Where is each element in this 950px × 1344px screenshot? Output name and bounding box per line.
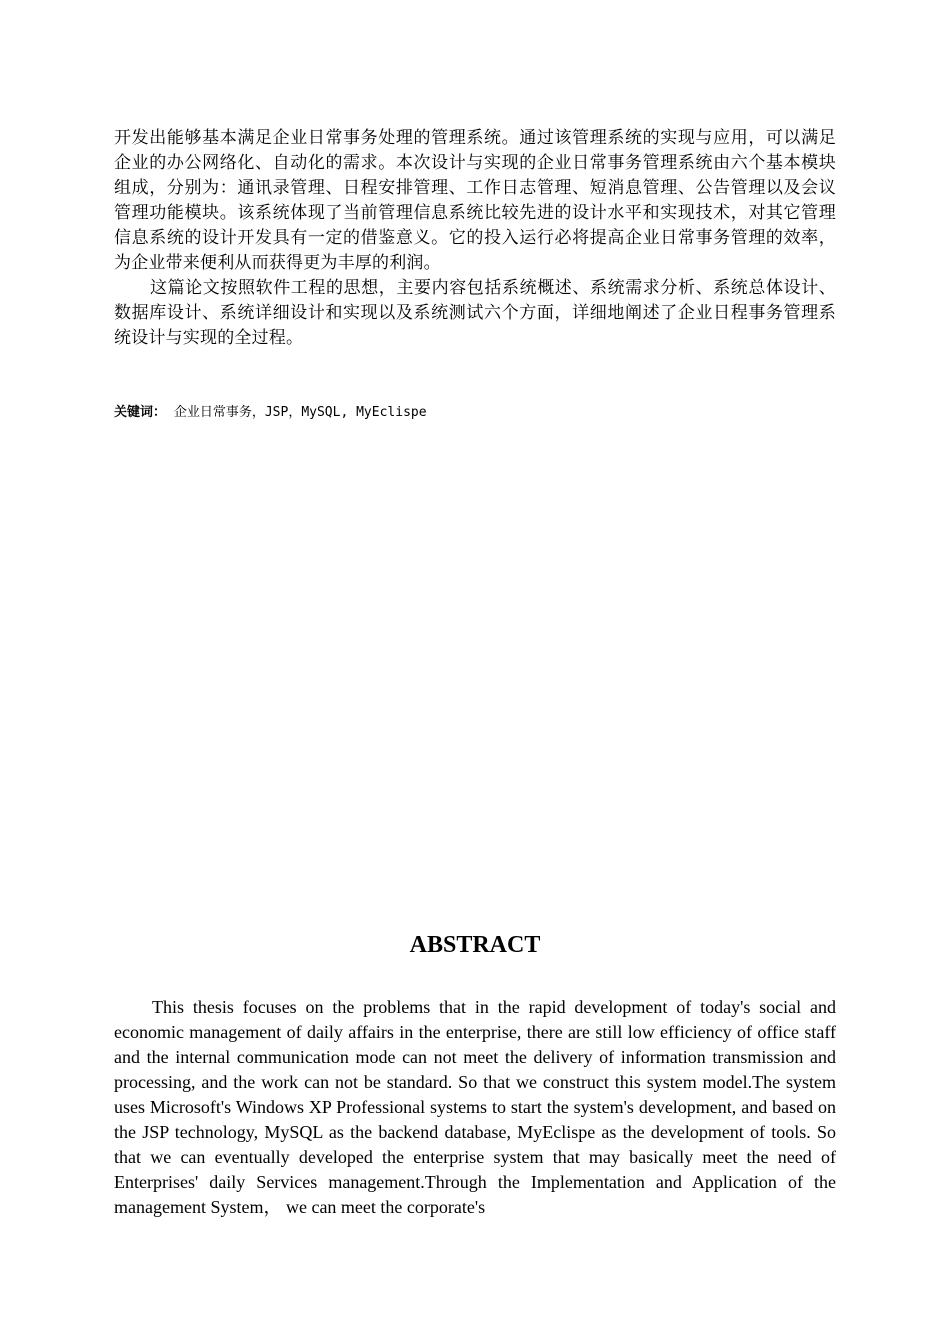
keywords-label: 关键词： bbox=[114, 405, 167, 420]
chinese-abstract-paragraph-2: 这篇论文按照软件工程的思想，主要内容包括系统概述、系统需求分析、系统总体设计、数据库设计、系统详细设计和实现以及系统测试六个方面，详细地阐述了企业日程事务管理系统设计与实现的全过程。 bbox=[114, 278, 836, 348]
english-abstract-paragraph: This thesis focuses on the problems that in the rapid development of today's social and economic management of daily affairs in the enterprise, there are still low efficiency of office staff and the internal communication mode can not meet the delivery of information transmission and processing, and the work can not be standard. So that we construct this system model.The system uses Microsoft's Windows XP Professional systems to start the system's development, and based on the JSP technology, MySQL as the backend database, MyEclispe as the development of tools. So that we can eventually developed the enterprise system that may basically meet the need of Enterprises' daily Services management.Through the Implementation and Application of the management System， we can meet the corporate's bbox=[114, 997, 836, 1217]
keywords-line bbox=[114, 403, 836, 423]
keywords-value: 企业日常事务，JSP，MySQL, MyEclispe bbox=[166, 405, 427, 420]
abstract-title: ABSTRACT bbox=[409, 932, 541, 958]
chinese-abstract-body bbox=[114, 126, 836, 351]
english-abstract-body bbox=[114, 995, 836, 1220]
chinese-abstract-paragraph-1: 开发出能够基本满足企业日常事务处理的管理系统。通过该管理系统的实现与应用，可以满足企业的办公网络化、自动化的需求。本次设计与实现的企业日常事务管理系统由六个基本模块组成，分别为：通讯录管理、日程安排管理、工作日志管理、短消息管理、公告管理以及会议管理功能模块。该系统体现了当前管理信息系统比较先进的设计水平和实现技术，对其它管理信息系统的设计开发具有一定的借鉴意义。它的投入运行必将提高企业日常事务管理的效率，为企业带来便利从而获得更为丰厚的利润。 bbox=[114, 128, 836, 273]
